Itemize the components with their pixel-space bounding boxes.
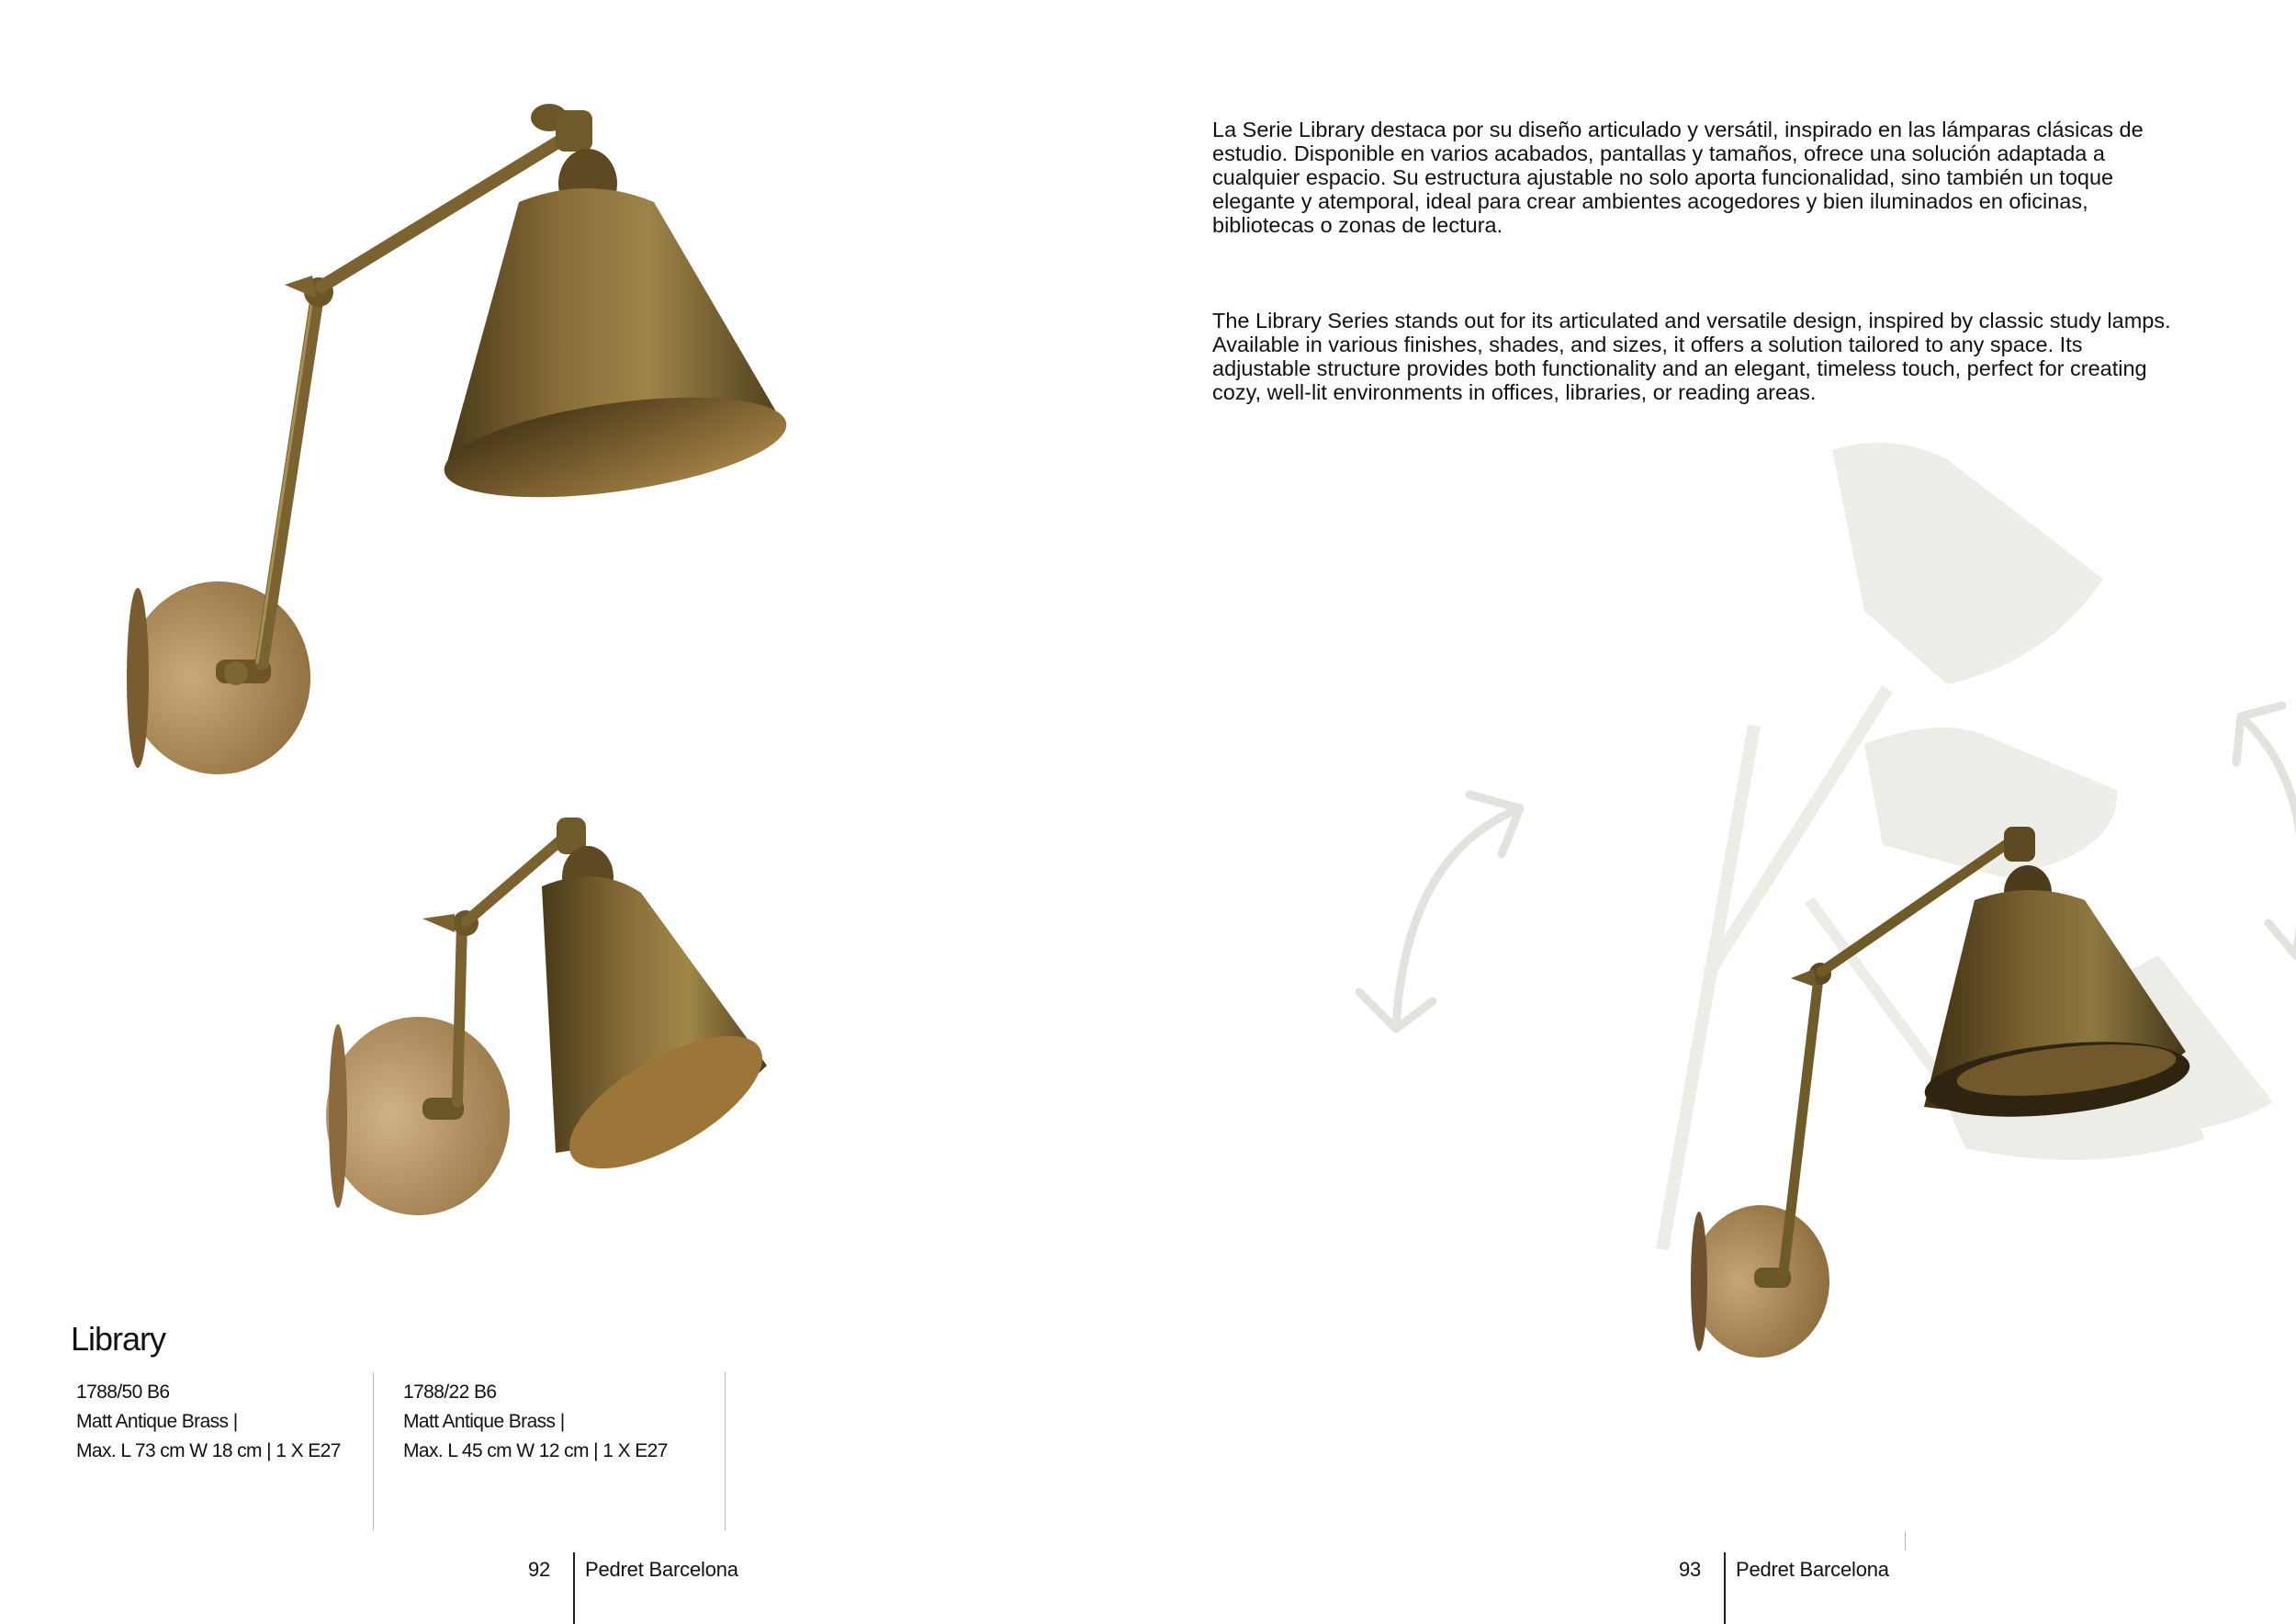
right-page (1148, 0, 2296, 1624)
description-spanish: La Serie Library destaca por su diseño articulado y versátil, inspirado en las lámparas clásicas de estudio. Disponible en varios acabados, pantallas y tamaños, ofrece una solución adaptada a cualquier espacio. Su estructura ajustable no solo aporta funcionalidad, sino también un toque elegante y atemporal, ideal para crear ambientes acogedores y bien iluminados en oficinas, bibliotecas o zonas de lectura. (1212, 118, 2144, 237)
tick-mark (1905, 1532, 1906, 1551)
product-dimensions: Max. L 45 cm W 12 cm | 1 X E27 (403, 1440, 668, 1461)
rotate-arrow-left-icon (1359, 795, 1520, 1029)
product-spec-1788-22 (403, 1378, 725, 1466)
lamp-small-image (276, 790, 827, 1231)
product-dimensions: Max. L 73 cm W 18 cm | 1 X E27 (76, 1440, 341, 1461)
description-english: The Library Series stands out for its articulated and versatile design, inspired by classic study lamps. Available in various finishes, shades, and sizes, it offers a solution tailored to any space. Its adjustable structure provides both functionality and an elegant, timeless touch, perfect for creating cozy, well-lit environments in offices, libraries, or reading areas. (1212, 309, 2171, 404)
lamp-large-image (0, 0, 918, 827)
ghost-lamp-positions (1662, 443, 2273, 1249)
product-code: 1788/50 B6 (76, 1382, 170, 1403)
product-code: 1788/22 B6 (403, 1382, 497, 1403)
product-spec-1788-50 (76, 1378, 398, 1466)
brand-footer: Pedret Barcelona (585, 1558, 738, 1581)
lamp-motion-illustration (1240, 423, 2296, 1387)
brand-footer: Pedret Barcelona (1736, 1558, 1889, 1581)
page-number: 92 (528, 1558, 551, 1581)
product-finish: Matt Antique Brass | (76, 1411, 238, 1432)
footer-divider (573, 1552, 575, 1624)
rotate-arrow-right-icon (2236, 705, 2296, 955)
product-finish: Matt Antique Brass | (403, 1411, 565, 1432)
product-name: Library (71, 1320, 166, 1358)
column-divider (725, 1372, 726, 1530)
page-number: 93 (1679, 1558, 1702, 1581)
footer-divider (1724, 1552, 1726, 1624)
column-divider (373, 1372, 374, 1530)
